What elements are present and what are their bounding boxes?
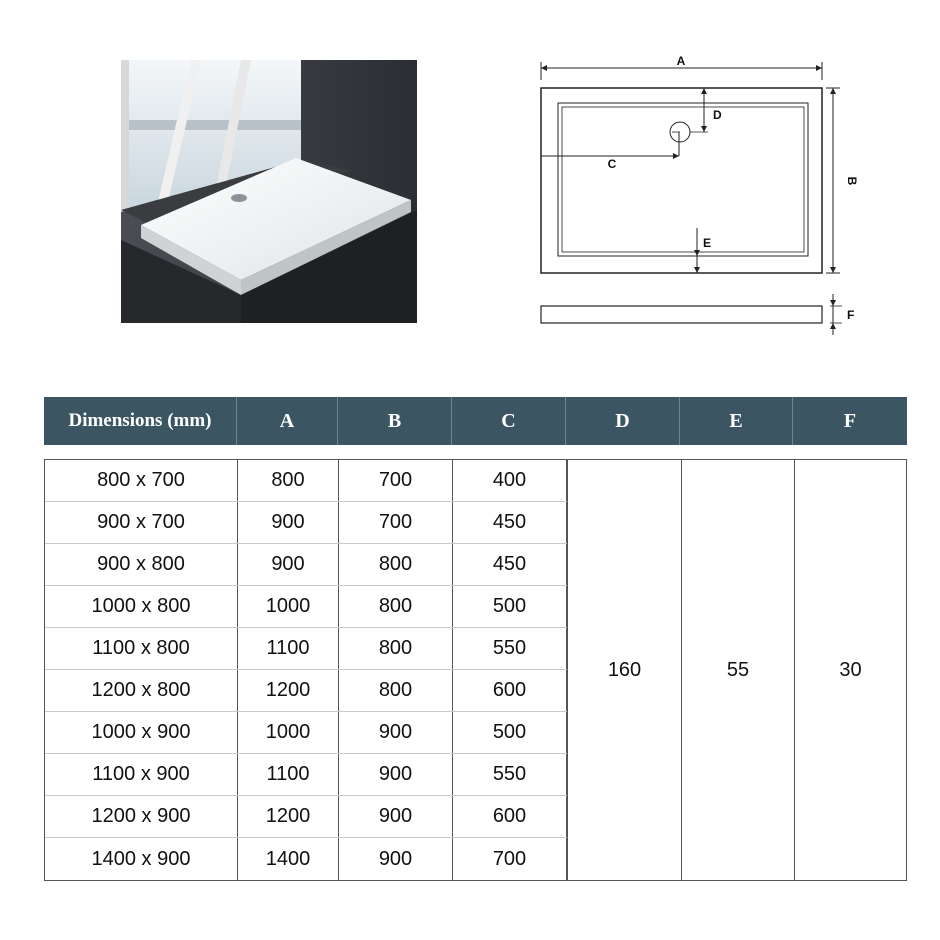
cell-dimensions: 1400 x 900 (45, 838, 238, 880)
product-photo (121, 60, 417, 323)
cell-a: 900 (238, 502, 339, 543)
cell-a: 1400 (238, 838, 339, 880)
cell-b: 800 (339, 544, 453, 585)
cell-e-shared: 55 (681, 460, 794, 880)
header-d: D (566, 397, 680, 445)
cell-dimensions: 1000 x 800 (45, 586, 238, 627)
cell-a: 1100 (238, 628, 339, 669)
cell-a: 1000 (238, 712, 339, 753)
label-a: A (676, 54, 686, 68)
cell-d-shared: 160 (567, 460, 681, 880)
table-row (45, 796, 567, 838)
cell-a: 1000 (238, 586, 339, 627)
cell-a: 1100 (238, 754, 339, 795)
dimensions-table (44, 459, 907, 881)
cell-a: 900 (238, 544, 339, 585)
cell-c: 450 (453, 544, 567, 585)
table-rows (45, 460, 567, 880)
cell-dimensions: 1000 x 900 (45, 712, 238, 753)
header-f: F (843, 409, 857, 432)
cell-c: 500 (453, 586, 567, 627)
table-row (45, 754, 567, 796)
table-row (45, 502, 567, 544)
cell-b: 900 (339, 838, 453, 880)
cell-b: 700 (339, 502, 453, 543)
cell-c: 550 (453, 754, 567, 795)
cell-b: 800 (339, 670, 453, 711)
cell-b: 900 (339, 796, 453, 837)
header-a: A (237, 397, 338, 445)
cell-b: 900 (339, 712, 453, 753)
cell-a: 800 (238, 460, 339, 501)
dimension-diagram (520, 50, 865, 340)
cell-b: 800 (339, 586, 453, 627)
label-f: F (847, 308, 855, 322)
header-c: C (452, 397, 566, 445)
table-row (45, 460, 567, 502)
cell-dimensions: 1200 x 800 (45, 670, 238, 711)
cell-dimensions: 900 x 700 (45, 502, 238, 543)
table-row (45, 544, 567, 586)
label-d: D (713, 108, 722, 122)
cell-c: 600 (453, 796, 567, 837)
cell-dimensions: 900 x 800 (45, 544, 238, 585)
cell-a: 1200 (238, 670, 339, 711)
table-header (44, 397, 907, 445)
cell-dimensions: 1100 x 900 (45, 754, 238, 795)
cell-c: 550 (453, 628, 567, 669)
cell-c: 600 (453, 670, 567, 711)
table-row (45, 712, 567, 754)
cell-c: 500 (453, 712, 567, 753)
cell-c: 400 (453, 460, 567, 501)
cell-c: 700 (453, 838, 567, 880)
cell-a: 1200 (238, 796, 339, 837)
cell-dimensions: 1200 x 900 (45, 796, 238, 837)
table-row (45, 628, 567, 670)
header-dimensions: Dimensions (mm) (44, 397, 237, 445)
table-row (45, 838, 567, 880)
header-e: E (680, 397, 793, 445)
cell-b: 700 (339, 460, 453, 501)
label-c: C (607, 157, 617, 171)
cell-b: 900 (339, 754, 453, 795)
header-b: B (338, 397, 452, 445)
cell-b: 800 (339, 628, 453, 669)
label-e: E (703, 236, 712, 250)
cell-dimensions: 800 x 700 (45, 460, 238, 501)
cell-dimensions: 1100 x 800 (45, 628, 238, 669)
cell-f-shared: 30 (794, 460, 906, 880)
label-b: B (845, 176, 859, 186)
table-row (45, 586, 567, 628)
table-row (45, 670, 567, 712)
cell-c: 450 (453, 502, 567, 543)
